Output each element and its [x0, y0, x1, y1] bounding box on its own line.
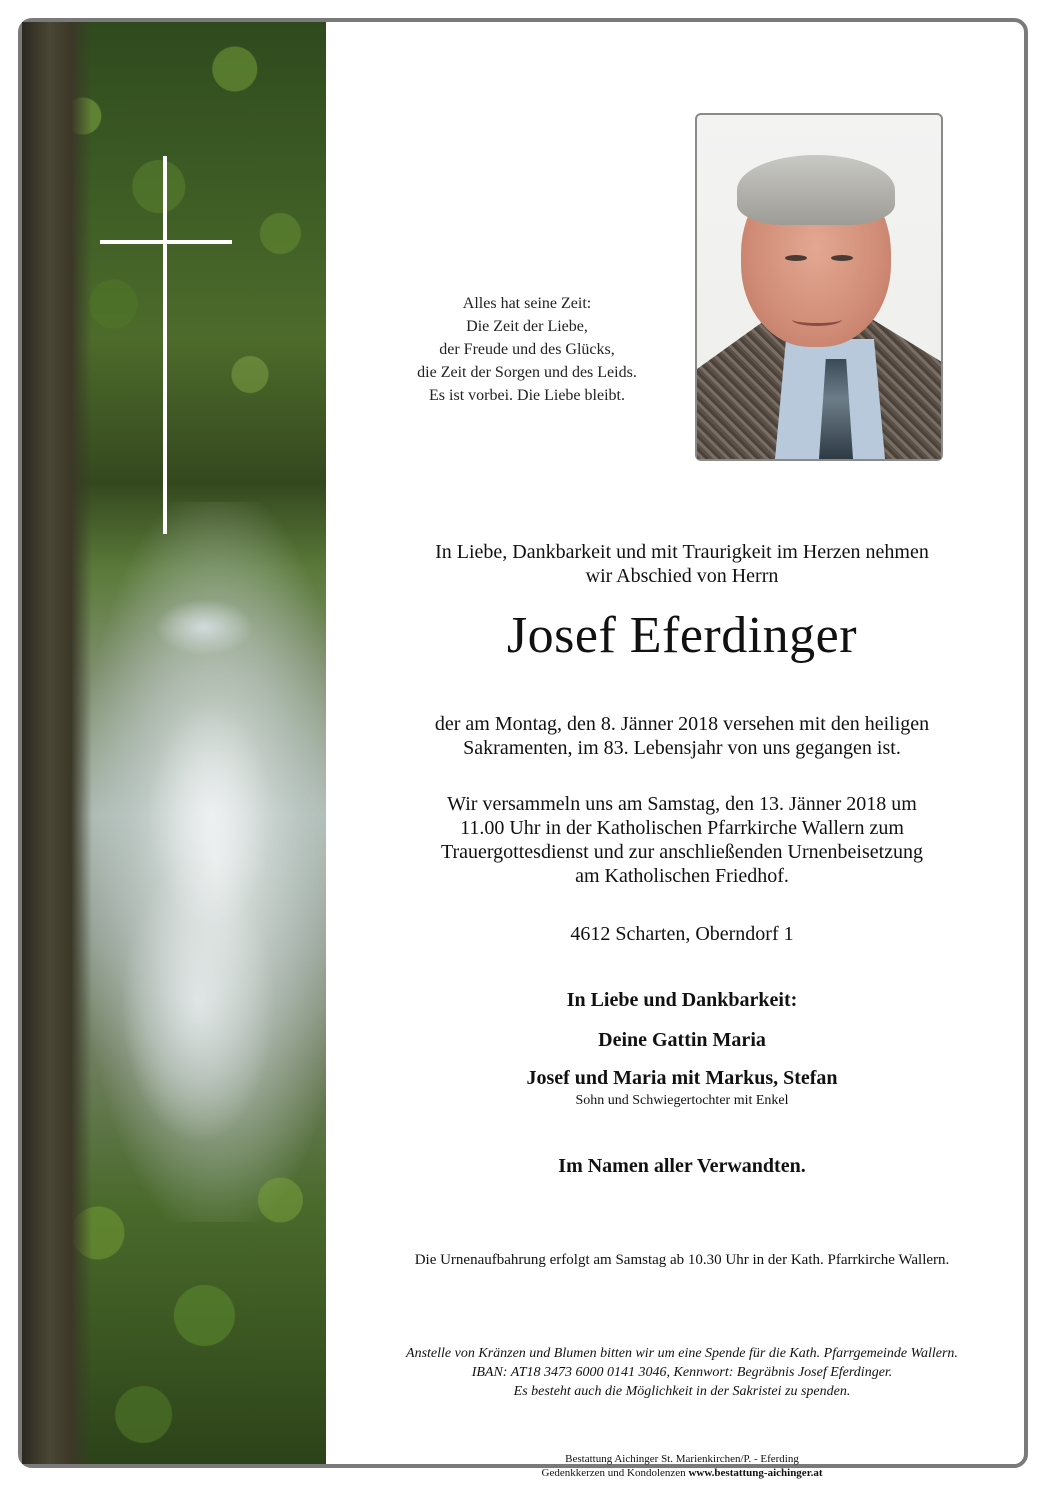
mountain-stream: [82, 502, 326, 1222]
mourner-children-note: Sohn und Schwiegertochter mit Enkel: [575, 1093, 789, 1108]
poem: [362, 292, 692, 407]
nature-photo-panel: [22, 22, 326, 1464]
urn-viewing-note: Die Urnenaufbahrung erfolgt am Samstag ab 10.30 Uhr in der Kath. Pfarrkirche Wallern.: [414, 1252, 950, 1268]
footer: [382, 1452, 982, 1480]
poem-line: die Zeit der Sorgen und des Leids.: [417, 364, 637, 381]
poem-line: Alles hat seine Zeit:: [462, 295, 592, 312]
mourner-spouse: Deine Gattin Maria: [598, 1029, 766, 1051]
deceased-portrait: [695, 113, 943, 461]
cross-icon-vertical: [163, 156, 167, 534]
parte-card: [18, 18, 1028, 1479]
mourner-children: Josef und Maria mit Markus, Stefan: [526, 1067, 838, 1089]
intro-line: In Liebe, Dankbarkeit und mit Traurigkeit im Herzen nehmen: [435, 541, 929, 563]
intro-text: [382, 540, 982, 588]
service-line: Wir versammeln uns am Samstag, den 13. Jänner 2018 um: [447, 793, 917, 815]
service-info: [382, 792, 982, 888]
portrait-hair: [737, 155, 895, 225]
condolence-line: [382, 1466, 982, 1480]
portrait-eye-right: [831, 255, 853, 261]
donation-line: Anstelle von Kränzen und Blumen bitten wir um eine Spende für die Kath. Pfarrgemeinde Wallern.: [406, 1346, 958, 1361]
portrait-mouth: [792, 313, 842, 326]
condolence-label: Gedenkkerzen und Kondolenzen: [541, 1467, 686, 1479]
death-line: der am Montag, den 8. Jänner 2018 versehen mit den heiligen: [434, 713, 930, 735]
service-line: 11.00 Uhr in der Katholischen Pfarrkirche Wallern zum: [460, 817, 904, 839]
donation-note: [362, 1344, 1002, 1401]
address: 4612 Scharten, Oberndorf 1: [570, 923, 794, 945]
deceased-name: Josef Eferdinger: [506, 607, 858, 664]
funeral-home-line: Bestattung Aichinger St. Marienkirchen/P. - Eferding: [565, 1453, 799, 1465]
death-line: Sakramenten, im 83. Lebensjahr von uns gegangen ist.: [463, 737, 901, 759]
cross-icon-horizontal: [100, 240, 232, 244]
death-notice: [382, 712, 982, 760]
service-line: am Katholischen Friedhof.: [575, 865, 789, 887]
thanks-heading: In Liebe und Dankbarkeit:: [566, 989, 798, 1011]
poem-line: Es ist vorbei. Die Liebe bleibt.: [429, 387, 625, 404]
relatives-line: Im Namen aller Verwandten.: [558, 1155, 806, 1177]
poem-line: Die Zeit der Liebe,: [466, 318, 588, 335]
donation-line: Es besteht auch die Möglichkeit in der Sakristei zu spenden.: [513, 1384, 851, 1399]
tree-trunk: [22, 22, 92, 1464]
poem-line: der Freude und des Glücks,: [439, 341, 615, 358]
donation-line: IBAN: AT18 3473 6000 0141 3046, Kennwort: Begräbnis Josef Eferdinger.: [471, 1365, 893, 1380]
portrait-eye-left: [785, 255, 807, 261]
service-line: Trauergottesdienst und zur anschließenden Urnenbeisetzung: [440, 841, 924, 863]
intro-line: wir Abschied von Herrn: [585, 565, 779, 587]
condolence-website-link[interactable]: www.bestattung-aichinger.at: [688, 1467, 823, 1479]
